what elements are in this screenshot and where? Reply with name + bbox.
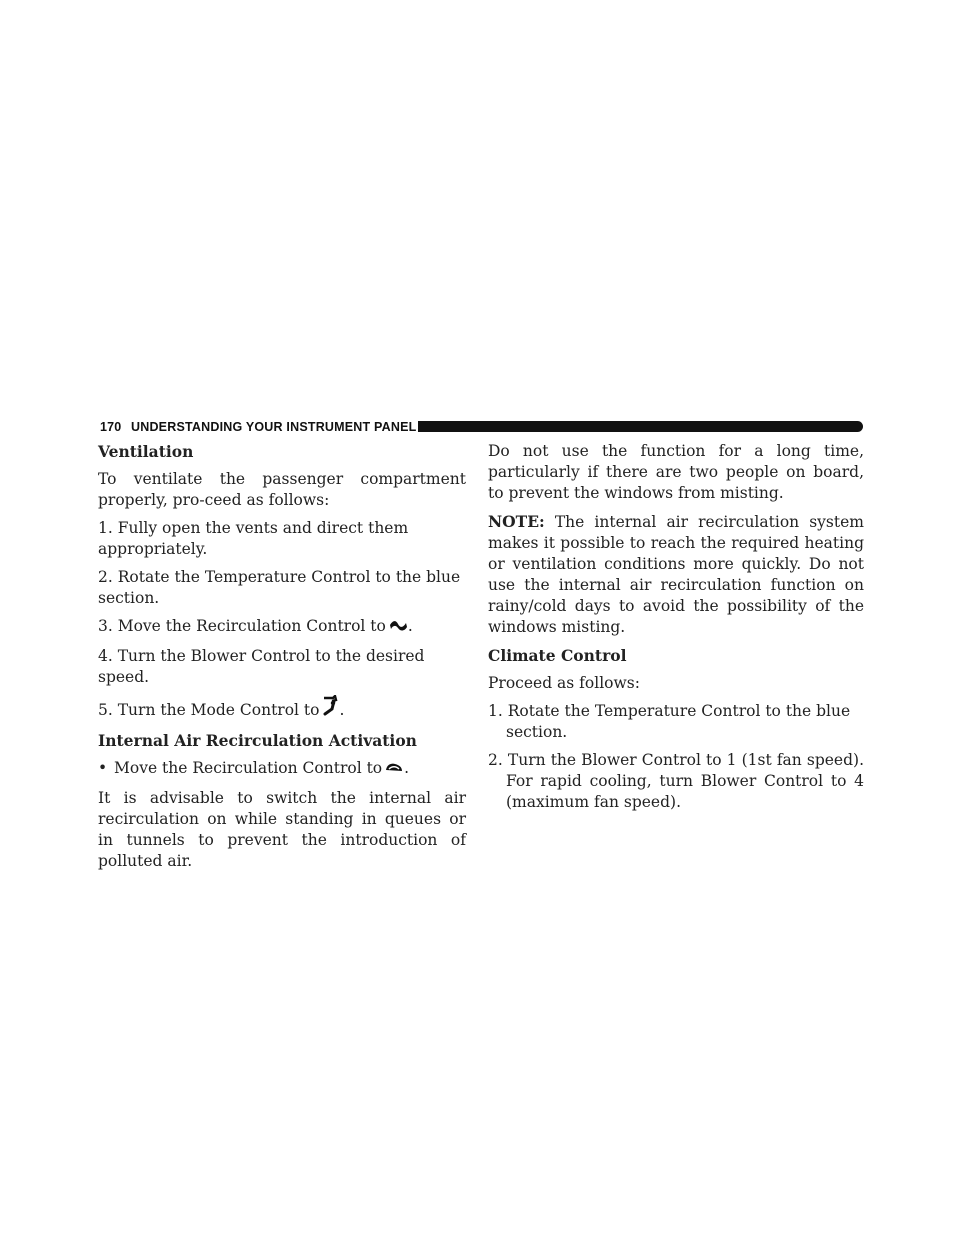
note-label: NOTE: [488, 512, 545, 531]
climate-intro: Proceed as follows: [488, 674, 640, 692]
note-text: The internal air recirculation system makes it possible to reach the required heating or ventilation conditions more quickly. Do not use the internal air recirculation function on rainy/cold days to avoid the possibility of the windows misting. [488, 513, 864, 636]
recirculation-heading: Internal Air Recirculation Activation [98, 731, 417, 750]
recirculation-bullet [98, 758, 466, 781]
bullet-suffix: . [404, 759, 410, 777]
step-1 [98, 518, 466, 560]
bullet-dot: • [98, 759, 108, 777]
section-title: UNDERSTANDING YOUR INSTRUMENT PANEL [131, 420, 417, 434]
step-5 [98, 695, 466, 723]
ventilation-heading: Ventilation [98, 442, 194, 461]
recirculation-advice: It is advisable to switch the internal air recirculation on while standing in queues or in tunnels to prevent the introduction of polluted air. [98, 789, 466, 870]
step-1-text: 1. Fully open the vents and direct them appropriately. [98, 519, 409, 558]
step-5-text: 5. Turn the Mode Control to [98, 701, 320, 719]
page-header [98, 418, 863, 436]
step-3 [98, 616, 466, 639]
panel-mode-icon [321, 695, 339, 723]
left-column [98, 441, 466, 879]
step-4 [98, 646, 466, 688]
ventilation-intro: To ventilate the passenger compartment properly, pro-ceed as follows: [98, 470, 466, 509]
climate-step-2: 2. Turn the Blower Control to 1 (1st fan speed). For rapid cooling, turn Blower Control to 4 (maximum fan speed). [488, 751, 864, 811]
climate-step-1: 1. Rotate the Temperature Control to the blue section. [488, 702, 851, 741]
step-4-text: 4. Turn the Blower Control to the desired speed. [98, 647, 425, 686]
page-number: 170 [100, 420, 122, 434]
note-paragraph [488, 511, 864, 638]
step-2 [98, 567, 466, 609]
caution-text: Do not use the function for a long time, particularly if there are two people on board, to prevent the windows from misting. [488, 442, 864, 502]
right-column [488, 441, 864, 820]
recirculation-on-icon [384, 760, 404, 781]
recirculation-bullet-text: Move the Recirculation Control to [114, 759, 383, 777]
recirculation-off-icon [388, 618, 408, 639]
header-rule [418, 421, 863, 432]
climate-heading: Climate Control [488, 646, 627, 665]
step-3-text: 3. Move the Recirculation Control to [98, 617, 386, 635]
step-3-suffix: . [407, 617, 413, 635]
step-5-suffix: . [339, 701, 345, 719]
step-2-text: 2. Rotate the Temperature Control to the blue section. [98, 568, 461, 607]
